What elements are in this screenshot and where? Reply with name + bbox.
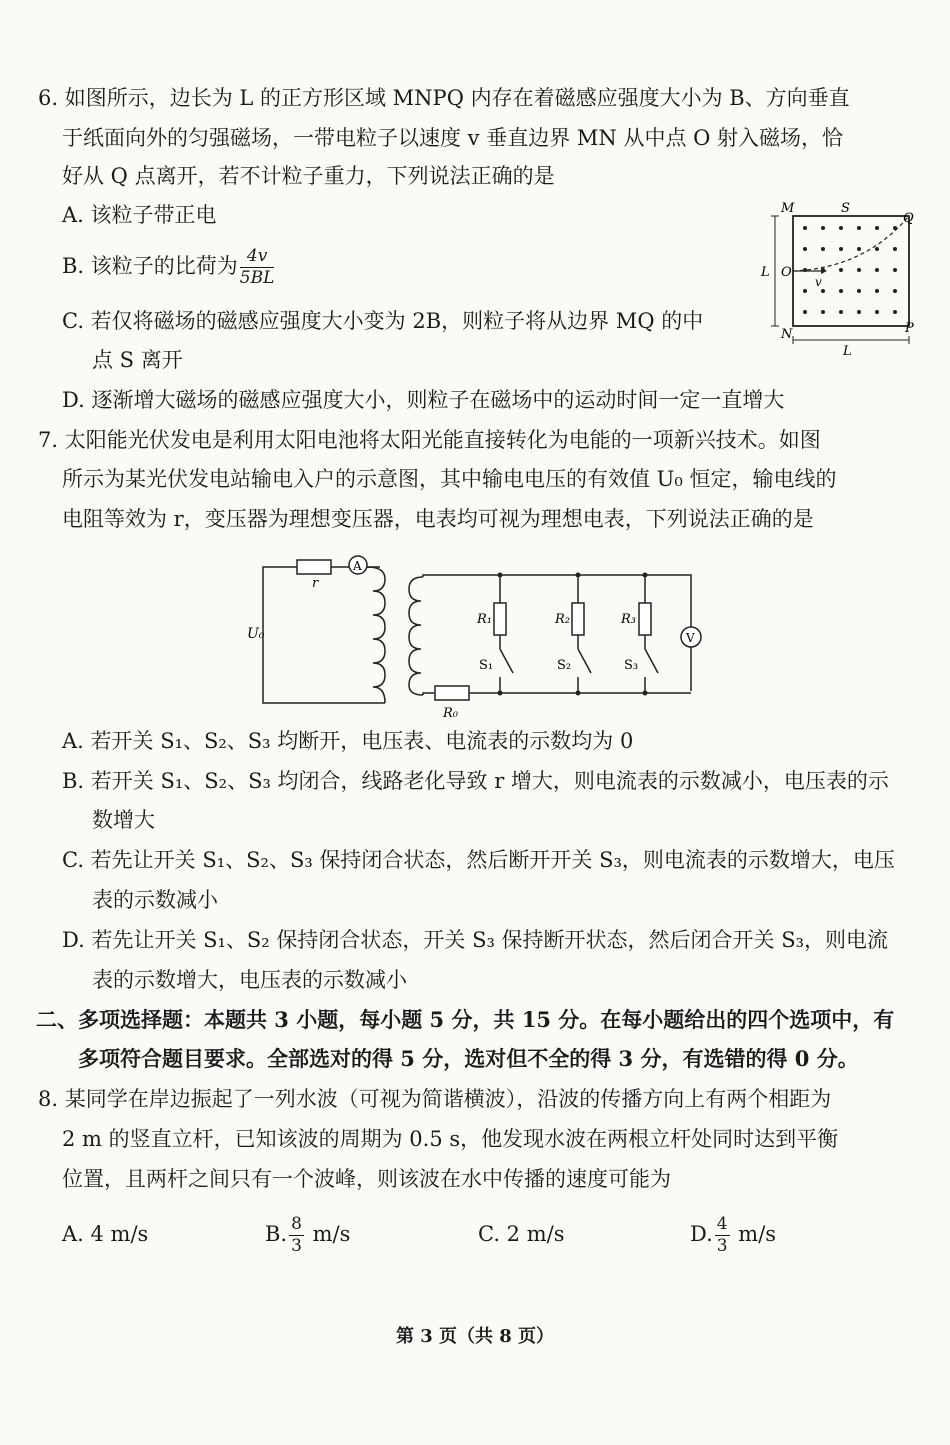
label-ammeter: A: [353, 559, 362, 573]
q6-option-b[interactable]: [62, 248, 276, 287]
page-footer: 第 3 页（共 8 页）: [395, 1326, 555, 1347]
label-R2: R₂: [555, 612, 570, 627]
q7-stem-line-2: 所示为某光伏发电站输电入户的示意图，其中输电电压的有效值 U₀ 恒定，输电线的: [62, 467, 837, 491]
q8-stem-line-1: 8. 某同学在岸边振起了一列水波（可视为简谐横波），沿波的传播方向上有两个相距为: [38, 1087, 832, 1111]
q7-stem-line-1: 7. 太阳能光伏发电是利用太阳电池将太阳光能直接转化为电能的一项新兴技术。如图: [38, 428, 821, 452]
label-v: v: [815, 275, 822, 289]
label-M: M: [781, 201, 795, 216]
section-2-header-line-1: 二、多项选择题：本题共 3 小题，每小题 5 分，共 15 分。在每小题给出的四个选项中，有: [36, 1007, 895, 1032]
label-O: O: [781, 265, 792, 280]
resistor-R0: [435, 686, 469, 700]
q6-stem-line-3: 好从 Q 点离开，若不计粒子重力，下列说法正确的是: [62, 164, 555, 188]
secondary-coil: [409, 577, 423, 695]
q8-option-d-unit: m/s: [738, 1222, 777, 1246]
q8-option-c[interactable]: C. 2 m/s: [478, 1222, 565, 1246]
branch-2: [572, 573, 591, 696]
q7-option-c-line-1[interactable]: C. 若先让开关 S₁、S₂、S₃ 保持闭合状态，然后断开开关 S₃，则电流表的示数增大，电压: [62, 848, 895, 872]
q6-option-b-fraction: $\frac{4v}{5BL}$: [239, 246, 275, 288]
primary-coil: [367, 567, 385, 703]
branch-1: [494, 573, 513, 696]
section-2-header-line-2: 多项符合题目要求。全部选对的得 5 分，选对但不全的得 3 分，有选错的得 0 分。: [78, 1046, 859, 1071]
label-R3: R₃: [621, 612, 636, 627]
q7-option-d-line-2: 表的示数增大，电压表的示数减小: [92, 968, 407, 992]
q8-option-d-label: D.: [690, 1222, 713, 1246]
q6-magnetic-field-figure: [755, 198, 925, 358]
label-N: N: [781, 327, 793, 342]
q7-stem-line-3: 电阻等效为 r，变压器为理想变压器，电表均可视为理想电表，下列说法正确的是: [62, 507, 814, 531]
q8-option-d[interactable]: [690, 1210, 776, 1258]
q7-option-c-line-2: 表的示数减小: [92, 888, 218, 912]
resistor-r: [297, 560, 331, 574]
label-R1: R₁: [477, 612, 492, 627]
q8-stem-line-3: 位置，且两杆之间只有一个波峰，则该波在水中传播的速度可能为: [62, 1167, 671, 1191]
q6-option-a[interactable]: A. 该粒子带正电: [62, 203, 217, 227]
q6-stem-line-2: 于纸面向外的匀强磁场，一带电粒子以速度 v 垂直边界 MN 从中点 O 射入磁场，恰: [62, 126, 844, 150]
q6-stem-line-1: 6. 如图所示，边长为 L 的正方形区域 MNPQ 内存在着磁感应强度大小为 B、方向垂直: [38, 86, 850, 110]
label-S3: S₃: [624, 658, 639, 673]
q8-option-d-fraction: $\frac{4}{3}$: [716, 1214, 728, 1256]
q7-option-a[interactable]: A. 若开关 S₁、S₂、S₃ 均断开，电压表、电流表的示数均为 0: [62, 729, 634, 753]
q8-stem-line-2: 2 m 的竖直立杆，已知该波的周期为 0.5 s，他发现水波在两根立杆处同时达到平衡: [62, 1127, 839, 1151]
label-voltmeter: V: [686, 631, 695, 645]
label-L-left: L: [761, 265, 770, 280]
q6-option-d[interactable]: D. 逐渐增大磁场的磁感应强度大小，则粒子在磁场中的运动时间一定一直增大: [62, 388, 785, 412]
particle-trajectory: [793, 216, 909, 271]
q8-option-a[interactable]: A. 4 m/s: [62, 1222, 149, 1246]
q8-option-b[interactable]: [265, 1210, 350, 1258]
label-R0: R₀: [443, 706, 458, 721]
q8-option-b-fraction: $\frac{8}{3}$: [291, 1214, 302, 1256]
q8-option-b-unit: m/s: [312, 1222, 351, 1246]
label-r: r: [312, 576, 319, 591]
label-S1: S₁: [479, 658, 494, 673]
label-U0: U₀: [247, 626, 265, 642]
q7-circuit-diagram: [245, 545, 715, 725]
label-Q: Q: [903, 211, 914, 226]
q6-option-c-line-1[interactable]: C. 若仅将磁场的磁感应强度大小变为 2B，则粒子将从边界 MQ 的中: [62, 309, 704, 333]
q8-option-b-label: B.: [265, 1222, 288, 1246]
magnetic-field-dots: [803, 226, 897, 314]
label-L-bottom: L: [843, 344, 852, 358]
label-S2: S₂: [557, 658, 572, 673]
label-S: S: [841, 201, 850, 216]
q6-option-b-text: B. 该粒子的比荷为: [62, 254, 238, 278]
q7-option-b-line-1[interactable]: B. 若开关 S₁、S₂、S₃ 均闭合，线路老化导致 r 增大，则电流表的示数减小，电压表的示: [62, 769, 889, 793]
q7-option-d-line-1[interactable]: D. 若先让开关 S₁、S₂ 保持闭合状态，开关 S₃ 保持断开状态，然后闭合开关 S₃，则电流: [62, 928, 889, 952]
branch-3: [639, 573, 658, 696]
q7-option-b-line-2: 数增大: [92, 808, 155, 832]
q6-option-c-line-2: 点 S 离开: [92, 348, 183, 372]
label-P: P: [905, 321, 914, 336]
